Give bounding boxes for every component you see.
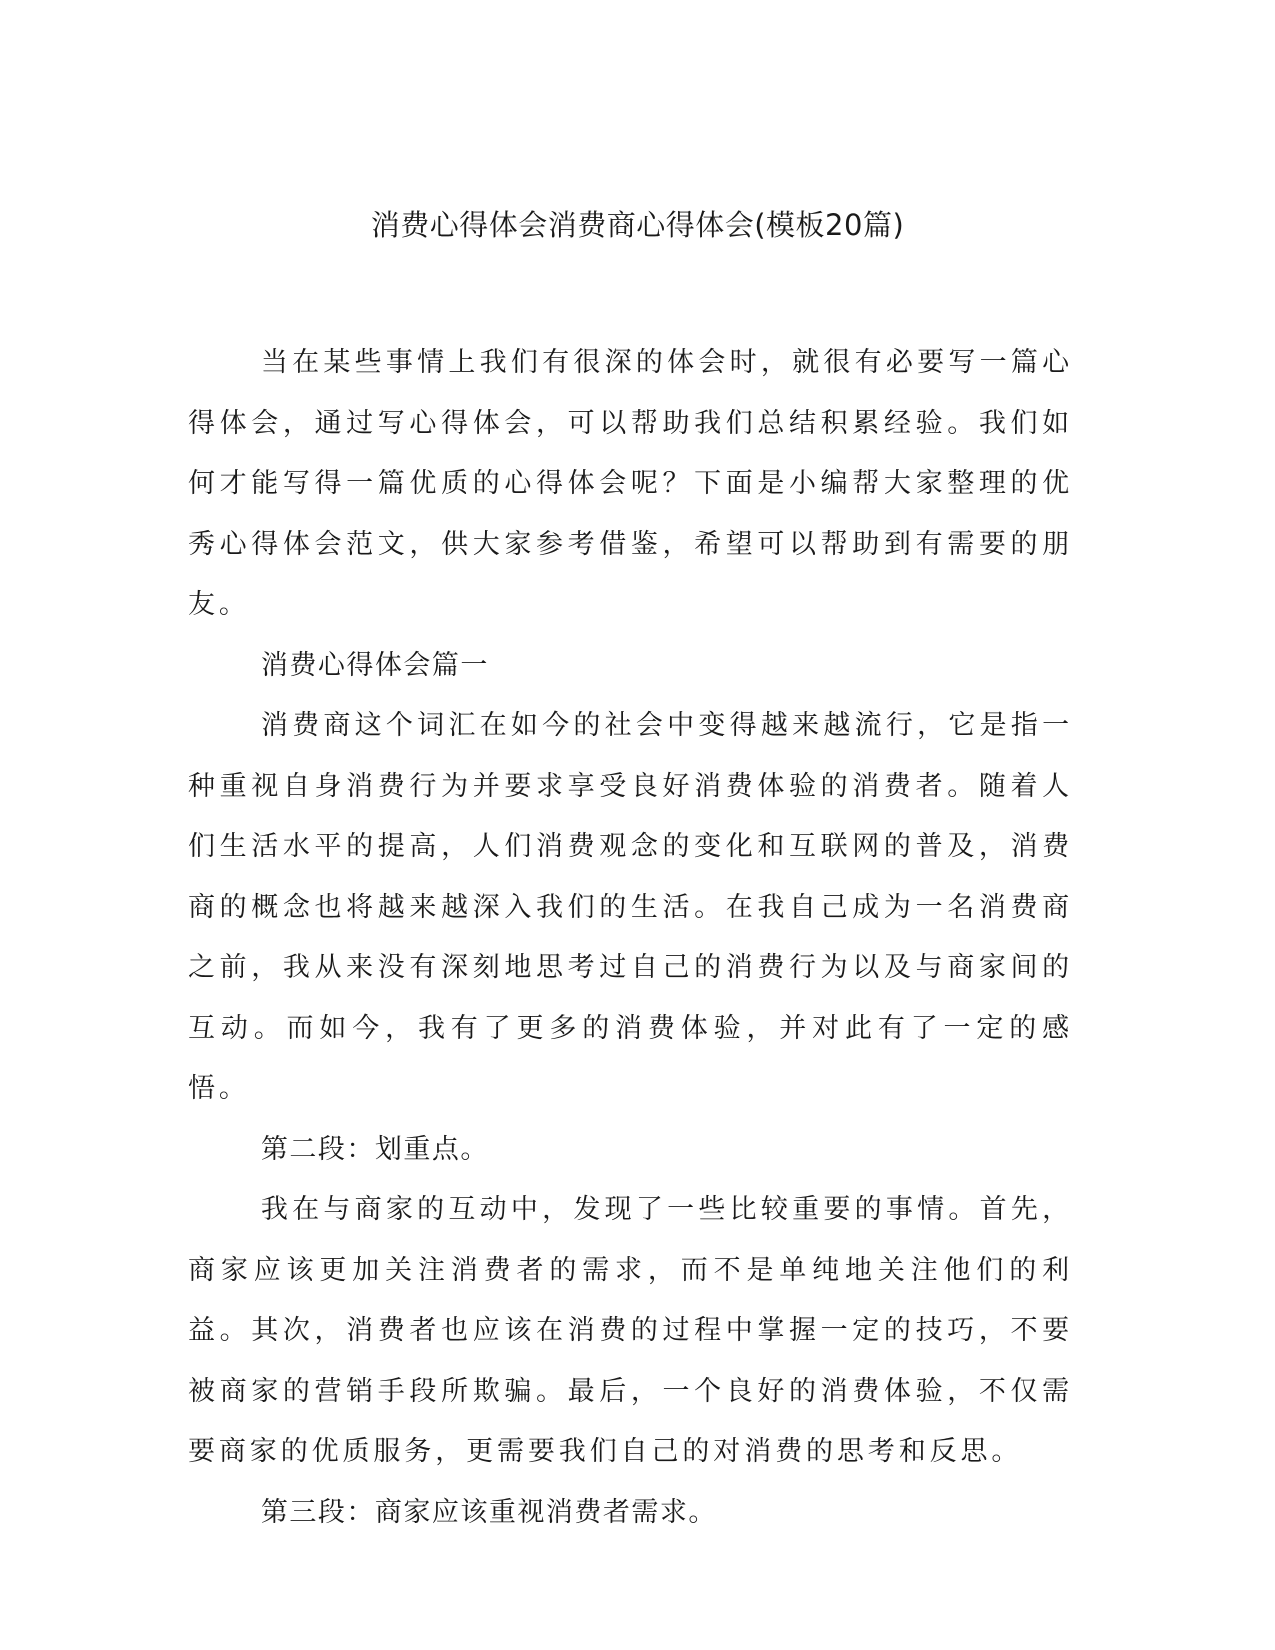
section-heading-part-three: 第三段：商家应该重视消费者需求。 [260, 1496, 717, 1528]
intro-paragraph: 当在某些事情上我们有很深的体会时，就很有必要写一篇心得体会，通过写心得体会，可以帮助我们总结积累经验。我们如何才能写得一篇优质的心得体会呢？下面是小编帮大家整理的优秀心得体会范文，供大家参考借鉴，希望可以帮助到有需要的朋友。 [188, 347, 1073, 620]
document-body [188, 333, 1073, 1543]
body-paragraph: 我在与商家的互动中，发现了一些比较重要的事情。首先，商家应该更加关注消费者的需求，而不是单纯地关注他们的利益。其次，消费者也应该在消费的过程中掌握一定的技巧，不要被商家的营销手段所欺骗。最后，一个良好的消费体验，不仅需要商家的优质服务，更需要我们自己的对消费的思考和反思。 [188, 1194, 1073, 1467]
body-paragraph: 消费商这个词汇在如今的社会中变得越来越流行，它是指一种重视自身消费行为并要求享受良好消费体验的消费者。随着人们生活水平的提高，人们消费观念的变化和互联网的普及，消费商的概念也将越来越深入我们的生活。在我自己成为一名消费商之前，我从来没有深刻地思考过自己的消费行为以及与商家间的互动。而如今，我有了更多的消费体验，并对此有了一定的感悟。 [188, 710, 1073, 1104]
section-heading-part-one: 消费心得体会篇一 [260, 649, 489, 681]
section-heading-part-two: 第二段：划重点。 [260, 1133, 489, 1165]
document-title: 消费心得体会消费商心得体会(模板20篇) [370, 208, 905, 242]
